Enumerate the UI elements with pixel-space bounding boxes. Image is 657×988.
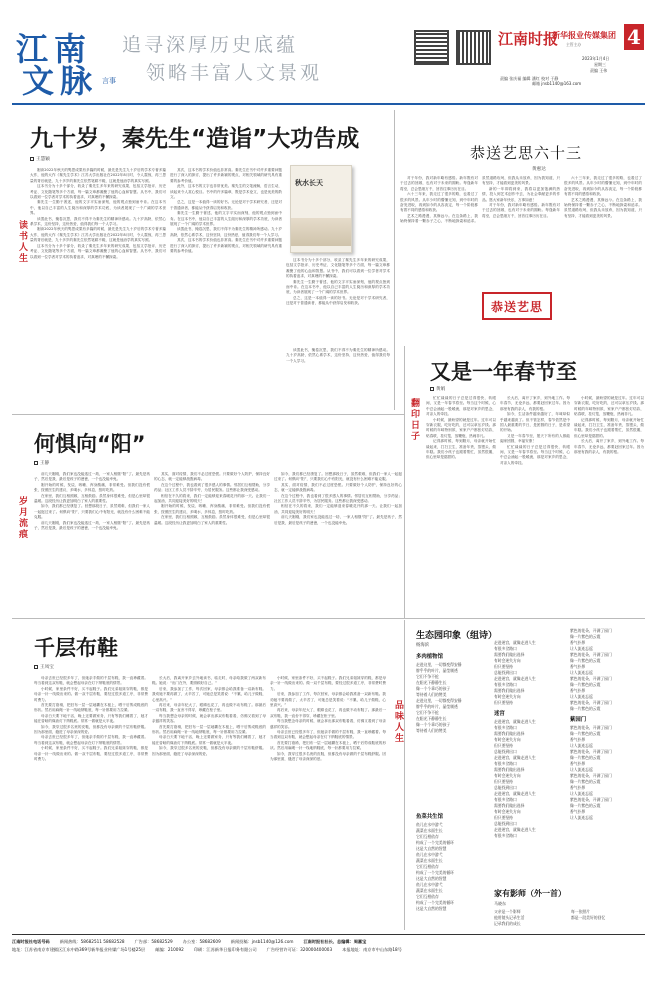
paragraph: 前几天刚刚，我们家也没能逃过一劫，一家人相继“阳”了。最先是孩子，然后是我，最后是孩子的爸爸，一个也没能幸免。: [34, 520, 150, 531]
paragraph: 在家里，我们互相照顾，互相鼓励。虽然身体很难受，但是心里却很温暖。这段经历让我更加明白了家人的重要性。: [34, 493, 150, 504]
paragraph: 前几天刚刚，我们家也没能逃过一劫，一家人相继“阳”了。最先是孩子，然后是我，最后是孩子的爸爸，一个也没能幸免。: [34, 472, 150, 482]
poem2: [416, 812, 488, 912]
paper-name: 江南时报: [498, 30, 559, 48]
poem-line: 有时会迷失方向: [494, 737, 521, 742]
poem-line: 蔬菜在水面生长: [416, 888, 443, 893]
poem-line: 像一个个乖巧的孩子: [416, 722, 451, 727]
poem-line: 像一片紫色的云霞: [570, 779, 601, 784]
paragraph: 长大后，离开了家乡，到外地工作。每年春节，无论多远，都要赶回家过年。因为那里有我的亲人，有我的根。: [500, 396, 570, 411]
poem-line: 走进迷宫，就像走进人生: [494, 791, 536, 796]
poem-line: 胖乎乎的叶片，晶莹剔透: [416, 704, 458, 709]
poem-line: 像一片紫色的云霞: [570, 634, 601, 639]
paragraph: 如今，我们都已经康复了。回想那段日子，虽然艰难，但我们一家人一起挺过来了。何惧向“阳”，只要我们心中有阳光，就没有什么困难不能克服。: [34, 504, 150, 520]
poem-line: 鱼儿在水中游弋: [416, 822, 443, 827]
poem-line: 等待着人们的赞美: [416, 692, 447, 697]
poem-line: 都是一段美好的回忆: [571, 915, 606, 920]
poem-line: 走进这里，一切都变得安静: [416, 698, 462, 703]
poem-line: 香气扑鼻: [570, 664, 586, 669]
poem-line: 需要我们做出选择: [494, 767, 525, 772]
poem-line: 但只要坚持: [494, 779, 513, 784]
paragraph: 读罢此书，掩卷沉思，我们不得不为秦先生的精神所感动。九十岁高龄，依然心系学术，这份坚持，这份热爱，值得我们每一个人学习。: [286, 348, 390, 363]
poem-line: 有很多岔路口: [494, 761, 517, 766]
paragraph: 读罢此书，掩卷沉思，我们不得不为秦先生的精神所感动。九十岁高龄，依然心系学术，这份坚持，这份热爱，值得我们每一个人学习。: [170, 227, 282, 237]
poem-line: 让人流连忘返: [570, 670, 593, 675]
editor-info: 责编 张庆福 编辑 潘红 校对 于静: [500, 76, 559, 81]
poem-line: 走进迷宫，就像走进人生: [494, 827, 536, 832]
page-number: 4: [624, 24, 644, 50]
poem-line: 鱼儿在水中游弋: [416, 882, 443, 887]
paragraph: 首先要打袼褙，把旧布一层一层地糊在木板上，晒干后剪成鞋底的形状。然后用麻绳一针一线地纳鞋底，每一针都要用力拉紧。: [34, 703, 148, 713]
article5-body-col1: [34, 676, 148, 928]
book-title: 秋水长天: [295, 178, 323, 187]
poem-line: 香气扑鼻: [570, 640, 586, 645]
article2-title: 恭送艺思六十三: [470, 144, 583, 162]
poem-line: 像一片紫色的云霞: [570, 731, 601, 736]
poem-line: 有时会迷失方向: [494, 658, 521, 663]
paragraph: 母亲去世已经很多年了，但她亲手做的千层布鞋，我一直珍藏着。每当看到这双布鞋，就会想起母亲在灯下纳鞋底的情景。: [34, 676, 148, 686]
paragraph: 刚读2022年秋天的隽思成果有多篇的时候，最先是先生九十岁后的学术专著多篇大作，他的大作《秦先生学术》江苏大学出版社在2022年8月时，令人震惊，再三思量的背后就是，九十多岁的秦先生依然笔耕不辍，这就是他治学的真实写照。: [30, 168, 166, 183]
paragraph: 在这个过程中，我也看到了很多感人的事情。邻居们互相帮助，分享药品；社区工作人员不辞辛劳，为居民服务。这些都让我深受感动。: [274, 493, 402, 504]
paragraph: 小时候，家里条件不好，买不起鞋子。我们兄弟姐妹穿的鞋，都是母亲一针一线做出来的。做一双千层布鞋，要经过很多道工序，非常费时费力。: [34, 746, 148, 762]
article3-title: 又是一年春节至: [430, 360, 577, 384]
masthead-rule: [12, 103, 645, 105]
poem-line: 蔬菜在水面生长: [416, 858, 443, 863]
article3-body: [426, 396, 644, 608]
poem-line: 像一片紫色的云霞: [570, 803, 601, 808]
footer-phone-label: 江南时报社电话号码: [12, 939, 50, 944]
paragraph: 秦先生一生勤于著述，他的文字平实而深刻，他的观点独到而中肯。在这本书中，他以自己丰富的人生阅历和深厚的学术功底，为读者展现了一个广阔的学术世界。: [286, 279, 390, 295]
poem-line: 每一张照片: [571, 909, 590, 914]
group-name: 新华报业传媒集团: [552, 31, 616, 40]
column-title-line2: 文脉: [22, 62, 99, 100]
footer-news-hotline: 新闻热线：58682511 58682528: [59, 939, 125, 944]
paragraph: 如今，我们都已经康复了。回想那段日子，虽然艰难，但我们一家人一起挺过来了。何惧向“阳”，只要我们心中有阳光，就没有什么困难不能克服。: [274, 472, 402, 482]
poem-line: 构成了一个完美的循环: [416, 870, 454, 875]
poetry-section: [406, 622, 646, 928]
paragraph: 读罢此书，掩卷沉思，我们不得不为秦先生的精神所感动。九十岁高龄，依然心系学术，这份坚持，这份热爱，值得我们每一个人学习。: [30, 216, 166, 227]
paragraph: 长大后，我离开家乡去外地读书，临走时，母亲给我做了两双新布鞋。她说：“出门在外，要照顾好自己。”: [152, 676, 266, 686]
column-divider: [404, 346, 405, 618]
paragraph: 如今，我穿过很多名贵的皮鞋，但都没有母亲做的千层布鞋舒服。因为那里面，缝进了母亲深深的爱。: [34, 724, 148, 735]
poem1-lines: [416, 662, 488, 734]
paragraph: 小时候，最盼望的就是过年。过年可以穿新衣服，吃好吃的，还可以拿压岁钱。那时候的年味特别浓，家家户户都张灯结彩，贴春联，挂灯笼，放鞭炮，热闹非凡。: [574, 396, 644, 417]
paragraph: 艺术之路漫漫，其修远兮。在这条路上，我始终保持着一颗赤子之心，不断地探索和追求。虽然道路坎坷，但我从未放弃，因为我知道，只有坚持，才能看到更美的风景。: [400, 176, 560, 224]
poem-line: 但只要坚持: [494, 743, 513, 748]
poem-line: 构成了一个完美的循环: [416, 900, 454, 905]
poem1-title: 多肉植物馆: [416, 654, 443, 660]
article3-section-label: 翻印日子: [409, 398, 419, 442]
poem-line: 像一片紫色的云霞: [570, 682, 601, 687]
poetry-author: 杨海滨: [416, 643, 430, 648]
poem2-title: 鱼菜共生馆: [416, 814, 443, 820]
article4-body-col3: [274, 472, 402, 610]
poem-line: 有很多岔路口: [494, 646, 517, 651]
poem3-lines: [494, 719, 566, 839]
paragraph: 母亲白天要下地干活，晚上还要做家务，只有等我们睡着了，她才能在昏暗的煤油灯下纳鞋底。常常一做就是大半夜。: [34, 713, 148, 724]
poem-line: 记录我们的成长: [494, 921, 521, 926]
edition-info: 责编 王伟: [590, 68, 608, 73]
footer-address: 地址：江苏省南京市建邺区江东中路369号新华报业传媒广场1号楼25层: [12, 947, 146, 952]
paragraph: 这本书分为十多个部分，收录了秦先生多年来的研究成果，包括文学批评、历史考证、文化随笔等多个方面，每一篇文章都凝聚了他的心血和智慧。从书中，我们可以看到一位学者对学术的执着追求，对真理的不懈探索。: [30, 184, 166, 200]
article5-title: 千层布鞋: [34, 636, 118, 660]
poem-line: 在阳光下静静生长: [416, 716, 447, 721]
poem4: [570, 628, 642, 821]
paragraph: 在这个过程中，我也看到了很多感人的事情。邻居们互相帮助，分享药品；社区工作人员不辞辛劳，为居民服务。这些都让我深受感动。: [154, 482, 270, 493]
masthead: [0, 0, 657, 100]
slogan-line2: 领略丰富人文景观: [146, 62, 323, 84]
footer-office: 办公室：58682609: [182, 939, 221, 944]
poem-line: 让人流连忘返: [570, 646, 593, 651]
poem-line: 它们互相依存: [416, 894, 439, 899]
paragraph: 记得那时候，每到腊月，母亲就开始忙碌起来，打扫卫生，准备年货，蒸馒头，做年糕。我们小孩子也跟着帮忙，虽然很累，但心里却是甜甜的。: [426, 439, 496, 460]
paragraph: 其实，面对疫情，我们不必过度恐慌。只要做好个人防护，保持良好的心态，就一定能够战胜病毒。: [154, 472, 270, 482]
poem-line: 有很多岔路口: [494, 682, 517, 687]
paragraph: 对于年份，我对新年略有感悟。新年既有对于过去的回顾，也有对于未来的期盼。每逢新年将至，总会思绪万千，回首往事历历在目。: [400, 176, 478, 191]
article2-author: 黄惠达: [532, 167, 546, 172]
poem-line: 有时会迷失方向: [494, 773, 521, 778]
article4-body-col1: [34, 472, 150, 610]
paragraph: 其次，这本书的学术价值也非常高。秦先生在书中对许多重要问题进行了深入的探讨，提出了许多新颖的观点，对相关领域的研究具有重要的参考价值。: [170, 238, 282, 254]
paragraph: 总之，这是一本值得一读的好书。无论是对于学术研究者，还是对于普通读者，都能从中获得启发和收获。: [286, 295, 390, 306]
article1-section-label: 读书人生: [17, 220, 27, 264]
poem-line: 需要我们做出选择: [494, 803, 525, 808]
qr-code-2: [456, 30, 491, 65]
poetry-title: 生态园印象（组诗）: [416, 631, 498, 641]
column-subtitle: 言事: [102, 77, 116, 85]
poem-line: 这是大自然的智慧: [416, 906, 447, 911]
poem-line: 鱼儿在水中游弋: [416, 852, 443, 857]
paragraph: 相信在不久的将来，我们一定能够迎来春暖花开的那一天。让我们一起加油，共同迎接美好的明天！: [274, 504, 402, 514]
article1-author-name: 王慧颖: [36, 157, 50, 162]
footer-editor: 江南时报社社长、总编辑：周嘉宝: [303, 939, 367, 944]
paragraph: 如今，我穿过很多名贵的皮鞋，但都没有母亲做的千层布鞋舒服。因为那里面，缝进了母亲深深的爱。: [152, 746, 266, 756]
article1-title: 九十岁，秦先生“造诣”大功告成: [30, 126, 360, 152]
poem-line: 像一片紫色的云霞: [570, 658, 601, 663]
weekday: 星期三: [594, 62, 606, 67]
article4-section-label: 岁月流痕: [17, 496, 27, 540]
paragraph: 小时候，家里条件不好，买不起鞋子。我们兄弟姐妹穿的鞋，都是母亲一针一线做出来的。做一双千层布鞋，要经过很多道工序，非常费时费力。: [270, 676, 386, 691]
poem-line: 他用镜头记录生活: [494, 915, 525, 920]
poem-line: 有时会迷失方向: [494, 809, 521, 814]
paragraph: 再后来，母亲年纪大了，眼睛也花了，再也做不动布鞋了。那最后一双布鞋，我一直舍不得穿，珍藏在柜子里。: [270, 708, 386, 718]
poem5-title: 家有影师（外一首）: [494, 888, 566, 898]
poem-line: 走进这里，一切都变得安静: [416, 662, 462, 667]
paragraph: 首先要打袼褙，把旧布一层一层地糊在木板上，晒干后剪成鞋底的形状。然后用麻绳一针一线地纳鞋底，每一针都要用力拉紧。: [152, 724, 266, 735]
footer-paper-address: 本报地址：南京市中山东路18号: [342, 947, 402, 952]
poem-lines-top: [494, 640, 566, 706]
paragraph: 如今，我穿过很多名贵的皮鞋，但都没有母亲做的千层布鞋舒服。因为那里面，缝进了母亲深深的爱。: [270, 751, 386, 762]
paragraph: 母亲去世已经很多年了，但她亲手做的千层布鞋，我一直珍藏着。每当看到这双布鞋，就会想起母亲在灯下纳鞋底的情景。: [34, 735, 148, 745]
paragraph: 长大后，离开了家乡，到外地工作。每年春节，无论多远，都要赶回家过年。因为那里有我的亲人，有我的根。: [574, 439, 644, 455]
group-sub: 主管主办: [566, 42, 582, 47]
article2-stamp: [482, 292, 552, 320]
poem-line: 香气扑鼻: [570, 688, 586, 693]
row-divider: [12, 414, 404, 415]
poem-line: 它们互相依存: [416, 834, 439, 839]
poem-line: 紫色的花朵，开满了园门: [570, 749, 612, 754]
poem-line: 紫色的花朵，开满了园门: [570, 628, 612, 633]
poem-line: 让人流连忘返: [570, 694, 593, 699]
poem-line: 它们不争不抢: [416, 674, 439, 679]
paragraph: 这本书分为十多个部分，收录了秦先生多年来的研究成果，包括文学批评、历史考证、文化随笔等多个方面，每一篇文章都凝聚了他的心血和智慧。从书中，我们可以看到一位学者对学术的执着追求，对真理的不懈探索。: [30, 243, 166, 259]
poem-line: 像一片紫色的云霞: [570, 706, 601, 711]
poem-line: 让人流连忘返: [570, 815, 593, 820]
poem-line: 香气扑鼻: [570, 809, 586, 814]
paragraph: 相信在不久的将来，我们一定能够迎来春暖花开的那一天。让我们一起加油，共同迎接美好的明天！: [154, 493, 270, 504]
poem-line: 紫色的花朵，开满了园门: [570, 725, 612, 730]
paragraph: 对于年份，我对新年略有感悟。新年既有对于过去的回顾，也有对于未来的期盼。每逢新年将至，总会思绪万千，回首往事历历在目。: [482, 203, 560, 218]
paragraph: 秦先生一生勤于著述，他的文字平实而深刻，他的观点独到而中肯。在这本书中，他以自己丰富的人生阅历和深厚的学术功底，为读者展现了一个广阔的学术世界。: [30, 200, 166, 216]
article5-section-label: 品味人生: [393, 700, 403, 744]
poem-line: 这是大自然的智慧: [416, 846, 447, 851]
poem-line: 让人流连忘返: [570, 743, 593, 748]
footer-printer: 印刷：江苏新华日报印务有限公司: [193, 947, 257, 952]
paragraph: 刚读2022年秋天的隽思成果有多篇的时候，最先是先生九十岁后的学术专著多篇大作，他的大作《秦先生学术》江苏大学出版社在2022年8月时，令人震惊，再三思量的背后就是，九十多岁的秦先生依然笔耕不辍，这就是他治学的真实写照。: [30, 227, 166, 243]
column-divider: [404, 620, 405, 930]
paragraph: 记得那时候，每到腊月，母亲就开始忙碌起来，打扫卫生，准备年货，蒸馒头，做年糕。我们小孩子也跟着帮忙，虽然很累，但心里却是甜甜的。: [574, 417, 644, 438]
paragraph: 小时候，最盼望的就是过年。过年可以穿新衣服，吃好吃的，还可以拿压岁钱。那时候的年味特别浓，家家户户都张灯结彩，贴春联，挂灯笼，放鞭炮，热闹非凡。: [426, 417, 496, 438]
poem-line: 但只要坚持: [494, 815, 513, 820]
paragraph: 其实，面对疫情，我们不必过度恐慌。只要做好个人防护，保持良好的心态，就一定能够战胜病毒。: [274, 482, 402, 493]
date-info: 2023年1月4日: [582, 56, 610, 61]
paragraph: 又是一年春节至，愿天下所有的人都能阖家团圆，幸福安康！: [500, 433, 570, 444]
footer-email: 新闻投稿：jnsb1140@126.com: [230, 939, 294, 944]
article1-body-col1: [30, 168, 166, 404]
paragraph: 在家里，我们互相照顾，互相鼓励。虽然身体很难受，但是心里却很温暖。这段经历让我更加明白了家人的重要性。: [154, 515, 270, 525]
poem2-lines: [416, 822, 488, 912]
paragraph: 后来，我参加了工作，每次回家，母亲都会给我准备一双新布鞋。我劝她不要再做了，太辛苦了，可她总是笑着说：“不累，给儿子做鞋，心里高兴。”: [152, 686, 266, 702]
poem3: [494, 640, 566, 839]
poem-line: 走进迷宫，就像走进人生: [494, 755, 536, 760]
poem-line: 总能找到出口: [494, 670, 517, 675]
poem-line: 总能找到出口: [494, 821, 517, 826]
poem-line: 等待着人们的赞美: [416, 728, 447, 733]
paragraph: 前几天刚刚，我们家也没能逃过一劫，一家人相继“阳”了。最先是孩子，然后是我，最后是孩子的爸爸，一个也没能幸免。: [274, 515, 402, 525]
poem-line: 紫色的花朵，开满了园门: [570, 773, 612, 778]
poem-line: 蔬菜在水面生长: [416, 828, 443, 833]
poem-line: 但只要坚持: [494, 664, 513, 669]
qr-code-1: [414, 30, 449, 65]
article5-author-name: 王凤宝: [40, 665, 54, 670]
paragraph: 后来，我参加了工作，每次回家，母亲都会给我准备一双新布鞋。我劝她不要再做了，太辛苦了，可她总是笑着说：“不累，给儿子做鞋，心里高兴。”: [270, 692, 386, 708]
poem-line: 它们不争不抢: [416, 710, 439, 715]
paragraph: 六十三年来，我走过了很多的路，也看过了很多的风景。从年少时的懵懂无知，到中年时的奋发进取，再到如今的从容淡定，每一个阶段都有着不同的感悟和收获。: [400, 192, 478, 213]
slogan-line1: 追寻深厚历史底蕴: [122, 34, 299, 56]
paragraph: 其次，这本书的学术价值也非常高。秦先生在书中对许多重要问题进行了深入的探讨，提出了许多新颖的观点，对相关领域的研究具有重要的参考价值。: [170, 168, 282, 183]
column-divider: [394, 110, 395, 410]
paragraph: 每当我想念母亲的时候，就会拿出那双布鞋看看，仿佛又看到了母亲慈祥的笑容。: [152, 713, 266, 724]
paper-logo: [498, 28, 558, 49]
poem-line: 紫色的花朵，开满了园门: [570, 676, 612, 681]
paragraph: 小时候，家里条件不好，买不起鞋子。我们兄弟姐妹穿的鞋，都是母亲一针一线做出来的。做一双千层布鞋，要经过很多道工序，非常费时费力。: [34, 686, 148, 702]
poem-line: 胖乎乎的叶片，晶莹剔透: [416, 668, 458, 673]
column-title: [16, 24, 126, 100]
poem-line: 让人流连忘返: [570, 791, 593, 796]
poem-line: 构成了一个完美的循环: [416, 840, 454, 845]
poem-line: 紫色的花朵，开满了园门: [570, 700, 612, 705]
poem-line: 但只要坚持: [494, 700, 513, 705]
footer: [12, 934, 645, 956]
article3-author: [430, 386, 445, 392]
column-title-line1: 江南: [16, 30, 93, 68]
poem3-title: 迷宫: [494, 711, 505, 717]
poem-line: 有很多岔路口: [494, 833, 517, 838]
poem-line: 香气扑鼻: [570, 761, 586, 766]
poem5-lines: [494, 909, 644, 927]
article5-author: [34, 664, 54, 670]
poem-line: 需要我们做出选择: [494, 688, 525, 693]
paragraph: 总之，这是一本值得一读的好书。无论是对于学术研究者，还是对于普通读者，都能从中获得启发和收获。: [170, 200, 282, 210]
poem-line: 有时会迷失方向: [494, 694, 521, 699]
paragraph: 再后来，母亲年纪大了，眼睛也花了，再也做不动布鞋了。那最后一双布鞋，我一直舍不得穿，珍藏在柜子里。: [152, 703, 266, 713]
footer-license: 广告经营许可证：320000400003: [266, 947, 333, 952]
paragraph: 此外，这本书的文字也非常优美。秦先生的文笔流畅，语言生动，读起来令人赏心悦目。书中的许多篇章，既是学术论文，也是优美的散文。: [170, 184, 282, 200]
article2-stamp-text: 恭送艺思: [490, 299, 543, 314]
poem-line: 香气扑鼻: [570, 737, 586, 742]
poem-line: 紫色的花朵，开满了园门: [570, 652, 612, 657]
row-divider: [12, 618, 645, 619]
poem-line: 有很多岔路口: [494, 797, 517, 802]
article4-author: [34, 460, 49, 466]
poem5: [494, 888, 644, 927]
poem1: [416, 652, 488, 734]
paragraph: 每当我想念母亲的时候，就会拿出那双布鞋看看，仿佛又看到了母亲慈祥的笑容。: [270, 719, 386, 729]
article1-body-col3: [286, 258, 390, 346]
book-cover: [290, 165, 352, 253]
poem-line: 在阳光下静静生长: [416, 680, 447, 685]
poem-line: 让人流连忘返: [570, 767, 593, 772]
poem-line: 总能找到出口: [494, 749, 517, 754]
paragraph: 母亲白天要下地干活，晚上还要做家务，只有等我们睡着了，她才能在昏暗的煤油灯下纳鞋底。常常一做就是大半夜。: [152, 735, 266, 745]
poem-line: 需要我们做出选择: [494, 731, 525, 736]
article4-body-col2: [154, 472, 270, 610]
poem4-lines-2: [570, 725, 642, 821]
article1-body-col4: [172, 258, 282, 404]
paragraph: 忙忙碌碌的日子总是过得很快，转眼间，又是一年春节将至。每当这个时候，心中总会涌起一股暖流，那是对家乡的思念，对亲人的牵挂。: [500, 444, 570, 465]
paragraph: 首先要打袼褙，把旧布一层一层地糊在木板上，晒干后剪成鞋底的形状。然后用麻绳一针一线地纳鞋底，每一针都要用力拉紧。: [270, 740, 386, 751]
footer-zip: 邮编：210092: [155, 947, 184, 952]
poem-line: 像一片紫色的云霞: [570, 755, 601, 760]
book-cover-band: [291, 218, 351, 246]
paragraph: 新的一年即将到来，我将以更加饱满的热情，投入到艺术创作中去，为社会奉献更多的作品。愿大家新年快乐，万事如意！: [482, 186, 560, 202]
article1-body-col5: [286, 348, 390, 402]
poem-line: 走进迷宫，就像走进人生: [494, 640, 536, 645]
poem-line: 需要我们做出选择: [494, 652, 525, 657]
poem-line: 走进迷宫，就像走进人生: [494, 676, 536, 681]
article5-body-col3: [270, 676, 386, 928]
poem-line: 香气扑鼻: [570, 785, 586, 790]
poem-line: 总能找到出口: [494, 785, 517, 790]
article3-author-name: 黄娟: [436, 387, 446, 392]
poem-line: 紫色的花朵，开满了园门: [570, 797, 612, 802]
paragraph: 母亲去世已经很多年了，但她亲手做的千层布鞋，我一直珍藏着。每当看到这双布鞋，就会想起母亲在灯下纳鞋底的情景。: [270, 730, 386, 740]
poem-line: 走进迷宫，就像走进人生: [494, 719, 536, 724]
paragraph: 秦先生一生勤于著述，他的文字平实而深刻，他的观点独到而中肯。在这本书中，他以自己丰富的人生阅历和深厚的学术功底，为读者展现了一个广阔的学术世界。: [170, 211, 282, 227]
poem-line: 这是大自然的智慧: [416, 876, 447, 881]
poem-line: 它们互相依存: [416, 864, 439, 869]
poem-line: 像一个个乖巧的孩子: [416, 686, 451, 691]
paragraph: 如今，生活条件越来越好了，年味却似乎越来越淡了。但不管怎样，春节依然是中国人最重要的节日，是团圆的日子，是希望的开始。: [500, 412, 570, 433]
poem4-title: 紫园门: [570, 717, 587, 723]
article4-title: 何惧向“阳”: [34, 432, 146, 456]
paragraph: 艺术之路漫漫，其修远兮。在这条路上，我始终保持着一颗赤子之心，不断地探索和追求。虽然道路坎坷，但我从未放弃，因为我知道，只有坚持，才能看到更美的风景。: [564, 197, 642, 218]
article4-author-name: 王静: [40, 461, 50, 466]
footer-line2: [12, 947, 645, 953]
footer-ads: 广告部：58682529: [134, 939, 173, 944]
article1-author: [30, 156, 50, 162]
paragraph: 六十三年来，我走过了很多的路，也看过了很多的风景。从年少时的懵懂无知，到中年时的奋发进取，再到如今的从容淡定，每一个阶段都有着不同的感悟和收获。: [564, 176, 642, 197]
poem4-lines: [570, 628, 642, 712]
poem5-author: 马晓东: [494, 901, 506, 906]
paragraph: 刚开始的时候，发烧、咳嗽、浑身酸痛，非常难受。但我们没有慌张，按照医生的建议，多喝水，多休息，按时吃药。: [154, 504, 270, 514]
paragraph: 忙忙碌碌的日子总是过得很快，转眼间，又是一年春节将至。每当这个时候，心中总会涌起一股暖流，那是对家乡的思念，对亲人的牵挂。: [426, 396, 496, 417]
email: 邮箱 jnsb1140@163.com: [532, 81, 582, 86]
footer-line1: [12, 939, 645, 945]
article5-body-col2: [152, 676, 266, 928]
paragraph: 刚开始的时候，发烧、咳嗽、浑身酸痛，非常难受。但我们没有慌张，按照医生的建议，多喝水，多休息，按时吃药。: [34, 482, 150, 493]
poem-line: 有很多岔路口: [494, 725, 517, 730]
poem-line: 父亲是一个影师: [494, 909, 521, 914]
paragraph: 这本书分为十多个部分，收录了秦先生多年来的研究成果，包括文学批评、历史考证、文化随笔等多个方面，每一篇文章都凝聚了他的心血和智慧。从书中，我们可以看到一位学者对学术的执着追求，对真理的不懈探索。: [286, 258, 390, 279]
